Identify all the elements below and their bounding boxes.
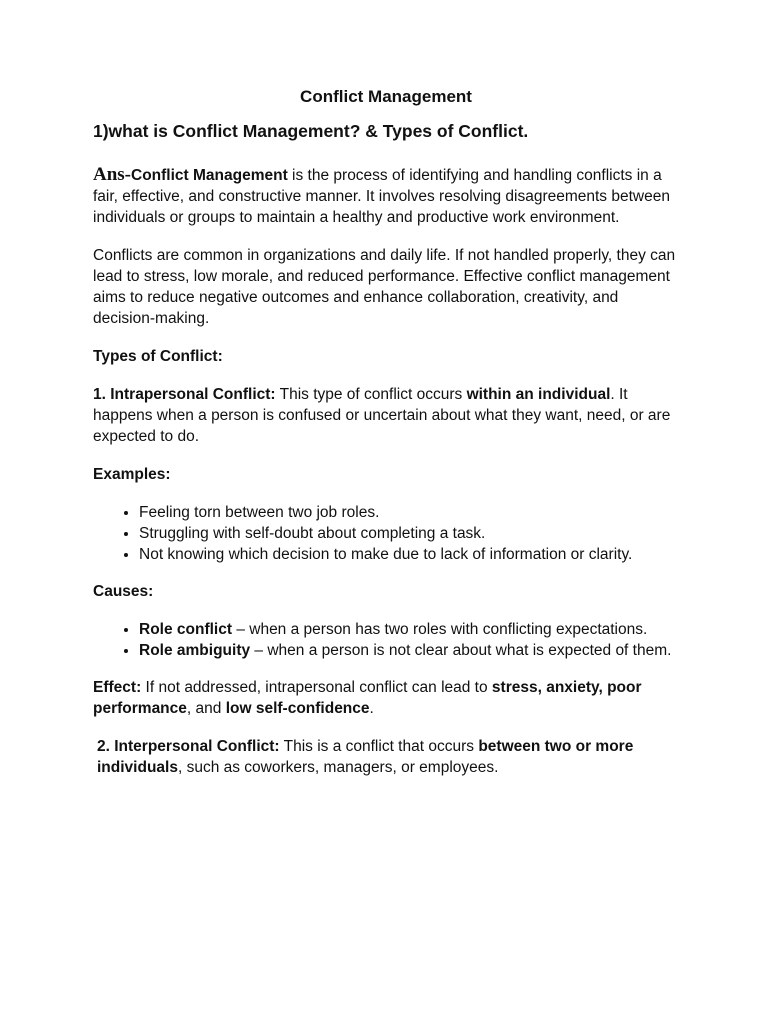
interpersonal-heading: 2. Interpersonal Conflict: (97, 738, 280, 755)
intro-term: Conflict Management (131, 167, 288, 184)
list-item: • Not knowing which decision to make due to lack of information or clarity. (139, 544, 679, 565)
effect-text-2: , and (186, 700, 226, 717)
effect-text-1: If not addressed, intrapersonal conflict can lead to (141, 679, 492, 696)
list-item: • Feeling torn between two job roles. (139, 502, 679, 523)
cause-text: – when a person has two roles with conflicting expectations. (232, 621, 648, 638)
interpersonal-paragraph (93, 736, 679, 778)
list-item (139, 640, 679, 661)
document-content (93, 86, 679, 795)
list-item (139, 619, 679, 640)
cause-term: Role conflict (139, 621, 233, 638)
cause-term: Role ambiguity (139, 642, 251, 659)
effect-label: Effect: (93, 679, 142, 696)
causes-heading: Causes: (93, 583, 154, 600)
types-heading: Types of Conflict: (93, 348, 223, 365)
intro-text: is the process of identifying and handling conflicts in a fair, effective, and constructive manner. It involves resolving disagreements between individuals or groups to maintain a healthy and productive work environment. (93, 167, 670, 226)
examples-list (93, 502, 679, 565)
interpersonal-emph: between two or more individuals (97, 738, 634, 776)
cause-text: – when a person is not clear about what is expected of them. (250, 642, 672, 659)
effect-emph-1: stress, anxiety, poor performance (93, 679, 642, 717)
intrapersonal-paragraph (93, 384, 679, 447)
interpersonal-text-2: , such as coworkers, managers, or employees. (177, 759, 499, 776)
causes-list (93, 619, 679, 661)
interpersonal-text-1: This is a conflict that occurs (279, 738, 479, 755)
page-title: Conflict Management (300, 87, 472, 106)
intrapersonal-text-1: This type of conflict occurs (275, 386, 467, 403)
effect-emph-2: low self-confidence (225, 700, 370, 717)
intrapersonal-emph: within an individual (466, 386, 611, 403)
intro-paragraph (93, 164, 679, 228)
answer-label: Ans- (93, 164, 132, 185)
intrapersonal-text-2: . It happens when a person is confused or uncertain about what they want, need, or are expected to do. (93, 386, 671, 445)
intrapersonal-heading: 1. Intrapersonal Conflict: (93, 386, 276, 403)
examples-heading: Examples: (93, 466, 171, 483)
list-item: • Struggling with self-doubt about completing a task. (139, 523, 679, 544)
question-heading: 1)what is Conflict Management? & Types of Conflict. (93, 121, 529, 141)
effect-paragraph (93, 677, 679, 719)
paragraph-two: Conflicts are common in organizations and daily life. If not handled properly, they can lead to stress, low morale, and reduced performance. Effective conflict management aims to reduce negative outcomes and enhance collaboration, creativity, and decision-making. (93, 247, 676, 327)
effect-text-3: . (369, 700, 374, 717)
